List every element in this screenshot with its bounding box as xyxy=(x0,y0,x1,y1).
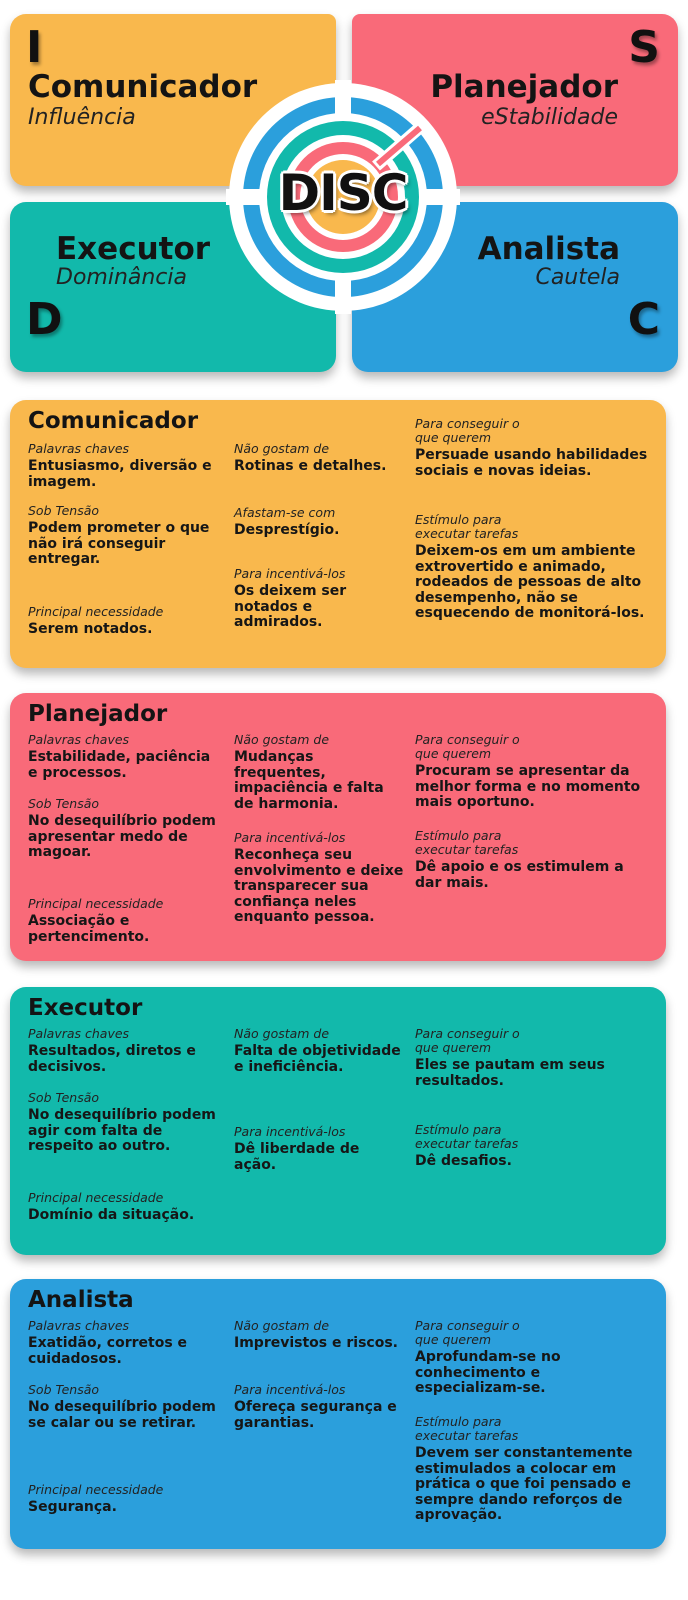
nao-gostam xyxy=(234,1319,404,1352)
field-value: Estabilidade, paciência e processos. xyxy=(28,749,211,781)
card-title: Analista xyxy=(28,1287,134,1313)
quadrant-subtitle: Dominância xyxy=(56,265,188,290)
field-value: Resultados, diretos e decisivos. xyxy=(28,1043,196,1075)
field-value: Desprestígio. xyxy=(234,522,340,538)
field-value: Devem ser constantemente estimulados a colocar em prática o que foi pensado e sempre dando reforços de aprovação. xyxy=(415,1445,633,1523)
estimulo xyxy=(415,1123,651,1170)
field-label: Palavras chaves xyxy=(28,1026,130,1041)
field-label: Para conseguir o que querem xyxy=(415,1318,520,1347)
field-value: Persuade usando habilidades sociais e novas ideias. xyxy=(415,447,648,479)
quadrant-subtitle: eStabilidade xyxy=(481,105,618,130)
para-conseguir xyxy=(415,417,651,479)
estimulo xyxy=(415,829,651,891)
estimulo xyxy=(415,1415,651,1524)
field-value: Dê apoio e os estimulem a dar mais. xyxy=(415,859,624,891)
field-label: Para incentivá-los xyxy=(234,830,346,845)
card-title: Planejador xyxy=(28,701,168,727)
field-value: Reconheça seu envolvimento e deixe transparecer sua confiança neles enquanto pessoa. xyxy=(234,847,404,925)
palavras-chaves xyxy=(28,1027,218,1075)
field-value: Imprevistos e riscos. xyxy=(234,1335,398,1351)
field-label: Estímulo para executar tarefas xyxy=(415,512,519,541)
para-conseguir xyxy=(415,1027,651,1089)
field-label: Estímulo para executar tarefas xyxy=(415,1414,519,1443)
field-label: Para incentivá-los xyxy=(234,1124,346,1139)
para-conseguir xyxy=(415,1319,651,1397)
field-value: No desequilíbrio podem apresentar medo de magoar. xyxy=(28,813,216,860)
para-incentiva xyxy=(234,831,404,926)
quadrant-title: Planejador xyxy=(430,69,618,105)
field-value: Falta de objetividade e ineficiência. xyxy=(234,1043,401,1075)
field-value: Exatidão, corretos e cuidadosos. xyxy=(28,1335,188,1367)
field-value: Os deixem ser notados e admirados. xyxy=(234,583,347,630)
field-value: Entusiasmo, diversão e imagem. xyxy=(28,458,212,490)
field-value: Podem prometer o que não irá conseguir entregar. xyxy=(28,520,210,567)
quadrant-title: Executor xyxy=(56,231,211,267)
field-label: Estímulo para executar tarefas xyxy=(415,1122,519,1151)
field-label: Para conseguir o que querem xyxy=(415,732,520,761)
quadrant-subtitle: Influência xyxy=(28,105,136,130)
field-label: Para incentivá-los xyxy=(234,566,346,581)
field-value: Deixem-os em um ambiente extrovertido e animado, rodeados de pessoas de alto desempenho, não se esquecendo de monitorá-los. xyxy=(415,543,645,621)
estimulo xyxy=(415,513,651,622)
field-value: Ofereça segurança e garantias. xyxy=(234,1399,397,1431)
field-label: Sob Tensão xyxy=(28,1382,100,1397)
card-title: Executor xyxy=(28,995,143,1021)
palavras-chaves xyxy=(28,733,218,781)
field-label: Sob Tensão xyxy=(28,1090,100,1105)
field-value: Segurança. xyxy=(28,1499,117,1515)
field-value: Associação e pertencimento. xyxy=(28,913,150,945)
field-value: Eles se pautam em seus resultados. xyxy=(415,1057,605,1089)
field-label: Principal necessidade xyxy=(28,1190,164,1205)
para-incentiva xyxy=(234,567,404,631)
field-label: Sob Tensão xyxy=(28,796,100,811)
field-value: Domínio da situação. xyxy=(28,1207,195,1223)
sob-tensao xyxy=(28,797,218,861)
field-value: Rotinas e detalhes. xyxy=(234,458,387,474)
field-value: Dê liberdade de ação. xyxy=(234,1141,360,1173)
field-label: Não gostam de xyxy=(234,441,330,456)
field-value: Serem notados. xyxy=(28,621,153,637)
nao-gostam xyxy=(234,1027,404,1075)
field-label: Para conseguir o que querem xyxy=(415,1026,520,1055)
field-label: Afastam-se com xyxy=(234,505,336,520)
card-analista xyxy=(10,1279,666,1549)
nao-gostam xyxy=(234,733,404,812)
sob-tensao xyxy=(28,1383,218,1431)
afastam-se xyxy=(234,506,404,539)
field-label: Principal necessidade xyxy=(28,1482,164,1497)
quadrant-title: Analista xyxy=(477,231,620,267)
field-label: Palavras chaves xyxy=(28,441,130,456)
palavras-chaves xyxy=(28,1319,218,1367)
field-label: Palavras chaves xyxy=(28,732,130,747)
field-label: Não gostam de xyxy=(234,1318,330,1333)
quadrant-letter: I xyxy=(26,22,43,73)
quadrant-title: Comunicador xyxy=(28,69,258,105)
field-value: Procuram se apresentar da melhor forma e no momento mais oportuno. xyxy=(415,763,641,810)
field-value: Aprofundam-se no conhecimento e especializam-se. xyxy=(415,1349,561,1396)
field-label: Não gostam de xyxy=(234,1026,330,1041)
para-incentiva xyxy=(234,1383,404,1431)
field-label: Para conseguir o que querem xyxy=(415,416,520,445)
card-executor xyxy=(10,987,666,1255)
field-label: Sob Tensão xyxy=(28,503,100,518)
field-label: Palavras chaves xyxy=(28,1318,130,1333)
quadrant-subtitle: Cautela xyxy=(535,265,620,290)
field-label: Para incentivá-los xyxy=(234,1382,346,1397)
field-label: Não gostam de xyxy=(234,732,330,747)
card-planejador xyxy=(10,693,666,961)
field-value: No desequilíbrio podem agir com falta de respeito ao outro. xyxy=(28,1107,216,1154)
card-comunicador xyxy=(10,400,666,668)
nao-gostam xyxy=(234,442,404,475)
quadrant-letter: D xyxy=(26,294,63,345)
card-title: Comunicador xyxy=(28,408,199,434)
quadrant-letter: C xyxy=(627,294,660,345)
principal-necessidade xyxy=(28,605,218,638)
field-value: No desequilíbrio podem se calar ou se retirar. xyxy=(28,1399,216,1431)
field-value: Mudanças frequentes, impaciência e falta de harmonia. xyxy=(234,749,384,812)
principal-necessidade xyxy=(28,897,218,945)
quadrant-letter: S xyxy=(628,22,660,73)
disc-wordmark: DISC xyxy=(278,164,408,222)
disc-emblem xyxy=(226,80,460,314)
principal-necessidade xyxy=(28,1191,218,1224)
field-label: Principal necessidade xyxy=(28,896,164,911)
sob-tensao xyxy=(28,504,218,568)
field-value: Dê desafios. xyxy=(415,1153,512,1169)
field-label: Estímulo para executar tarefas xyxy=(415,828,519,857)
sob-tensao xyxy=(28,1091,218,1155)
principal-necessidade xyxy=(28,1483,218,1516)
disc-hero xyxy=(0,0,688,385)
field-label: Principal necessidade xyxy=(28,604,164,619)
palavras-chaves xyxy=(28,442,218,490)
para-incentiva xyxy=(234,1125,404,1173)
para-conseguir xyxy=(415,733,651,811)
